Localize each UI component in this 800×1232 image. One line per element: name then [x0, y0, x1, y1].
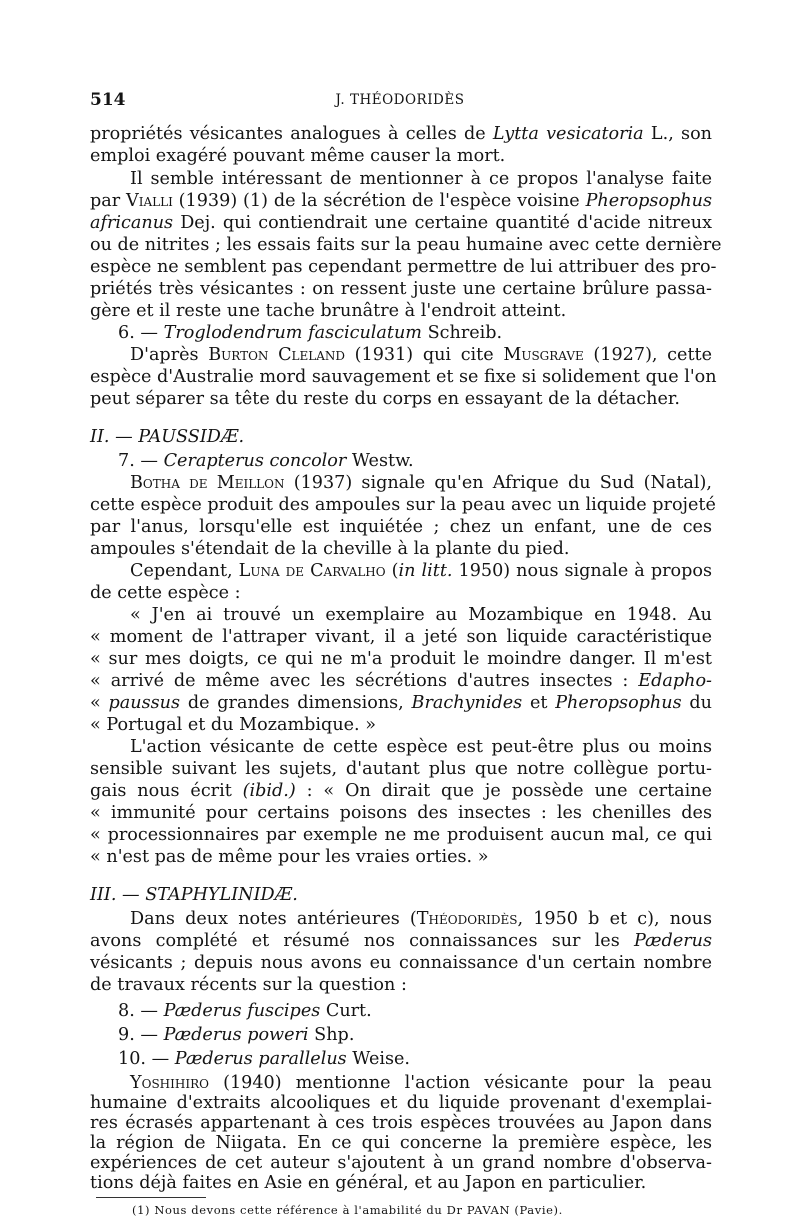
text-line: [90, 930, 712, 952]
text-run: (1940) mentionne l'action vésicante pour la peau: [208, 1073, 712, 1093]
text-line: [90, 145, 712, 167]
text-line: [90, 300, 712, 322]
text-run: 1950) nous signale à propos: [452, 561, 712, 581]
text-run: Schreib.: [421, 323, 503, 343]
author-name: Burton Cleland: [208, 345, 346, 365]
text-line: [90, 256, 717, 278]
text-run: Il semble intéressant de mentionner à ce propos l'analyse faite: [130, 169, 712, 189]
italic-term: Pheropsophus: [555, 693, 682, 713]
text-run: « J'en ai trouvé un exemplaire au Mozambique en 1948. Au: [130, 605, 712, 625]
text-run: 9. —: [118, 1025, 164, 1045]
italic-term: Cerapterus concolor: [163, 451, 347, 471]
text-line: [90, 714, 712, 736]
text-line: [130, 344, 712, 366]
italic-term: III. — STAPHYLINIDÆ.: [90, 885, 298, 905]
text-line: [90, 1172, 712, 1194]
text-line: [90, 780, 712, 802]
text-line: [130, 604, 712, 626]
text-run: Weise.: [346, 1049, 411, 1069]
text-line: [90, 582, 712, 604]
text-line: [90, 366, 717, 388]
footnote: (1) Nous devons cette référence à l'amabilité du Dr PAVAN (Pavie).: [132, 1203, 563, 1217]
author-name: Yoshihiro: [130, 1073, 209, 1093]
text-line: [90, 388, 712, 410]
text-run: : « On dirait que je possède une certaine: [295, 781, 712, 801]
italic-term: in litt.: [398, 561, 453, 581]
text-run: «: [90, 693, 109, 713]
text-run: res écrasés appartenant à ces trois espèces trouvées au Japon dans: [90, 1113, 712, 1133]
italic-term: Edapho-: [638, 671, 712, 691]
text-run: Cependant,: [130, 561, 239, 581]
text-run: Curt.: [320, 1001, 372, 1021]
italic-term: Pæderus: [633, 931, 712, 951]
text-line: [130, 1072, 712, 1094]
text-line: [90, 974, 712, 996]
text-run: 8. —: [118, 1001, 164, 1021]
italic-term: Brachynides: [411, 693, 523, 713]
text-line: [118, 1000, 712, 1022]
text-run: avons complété et résumé nos connaissances sur les: [90, 931, 634, 951]
text-run: priétés très vésicantes : on ressent juste une certaine brûlure passa-: [90, 279, 712, 299]
text-run: vésicants ; depuis nous avons eu connaissance d'un certain nombre: [90, 953, 712, 973]
text-line: [90, 648, 712, 670]
text-line: [90, 516, 712, 538]
text-run: sensible suivant les sujets, d'autant plus que notre collègue portu-: [90, 759, 712, 779]
text-run: Dans deux notes antérieures (: [130, 909, 417, 929]
text-line: [90, 426, 712, 448]
text-run: la région de Niigata. En ce qui concerne la première espèce, les: [90, 1133, 712, 1153]
author-name: Vialli: [126, 191, 173, 211]
text-run: espèce d'Australie mord sauvagement et se fixe si solidement que l'on: [90, 367, 717, 387]
text-line: [90, 494, 716, 516]
text-line: [130, 736, 712, 758]
italic-term: Lytta vesicatoria: [492, 124, 644, 144]
text-run: et: [522, 693, 556, 713]
text-run: 10. —: [118, 1049, 175, 1069]
text-line: [90, 212, 712, 234]
text-run: Dej. qui contiendrait une certaine quantité d'acide nitreux: [173, 213, 712, 233]
text-line: [90, 123, 712, 145]
text-line: [90, 952, 712, 974]
author-name: Botha de Meillon: [130, 473, 285, 493]
text-line: [118, 322, 712, 344]
text-run: « processionnaires par exemple ne me produisent aucun mal, ce qui: [90, 825, 712, 845]
italic-term: (ibid.): [242, 781, 296, 801]
text-run: (1931) qui cite: [345, 345, 504, 365]
author-name: Luna de Carvalho: [238, 561, 386, 581]
text-line: [90, 1132, 712, 1154]
text-run: Westw.: [346, 451, 414, 471]
text-line: [90, 802, 712, 824]
text-line: [130, 168, 712, 190]
text-run: L'action vésicante de cette espèce est peut-être plus ou moins: [130, 737, 712, 757]
text-line: [118, 1024, 712, 1046]
text-run: (1939) (1) de la sécrétion de l'espèce voisine: [172, 191, 586, 211]
footnote-rule: [96, 1197, 206, 1198]
text-run: gais nous écrit: [90, 781, 243, 801]
running-title: J. THÉODORIDÈS: [335, 92, 465, 108]
text-run: de travaux récents sur la question :: [90, 975, 407, 995]
text-line: [90, 1112, 712, 1134]
text-run: peut séparer sa tête du reste du corps en essayant de la détacher.: [90, 389, 680, 409]
text-line: [90, 538, 712, 560]
text-run: espèce ne semblent pas cependant permettre de lui attribuer des pro-: [90, 257, 717, 277]
text-run: expériences de cet auteur s'ajoutent à un grand nombre d'observa-: [90, 1153, 712, 1173]
author-name: Théodoridès: [416, 909, 518, 929]
text-line: [118, 450, 712, 472]
text-run: L., son: [643, 124, 713, 144]
text-run: 6. —: [118, 323, 164, 343]
text-line: [90, 190, 712, 212]
italic-term: Pæderus poweri: [163, 1025, 309, 1045]
text-run: (: [385, 561, 399, 581]
text-line: [90, 692, 712, 714]
text-run: humaine d'extraits alcooliques et du liquide provenant d'exemplai-: [90, 1093, 712, 1113]
text-run: de grandes dimensions,: [180, 693, 412, 713]
text-run: tions déjà faites en Asie en général, et au Japon en particulier.: [90, 1173, 647, 1193]
text-run: , 1950 b et c), nous: [517, 909, 712, 929]
text-run: propriétés vésicantes analogues à celles de: [90, 124, 493, 144]
text-line: [90, 884, 712, 906]
text-run: par l'anus, lorsqu'elle est inquiétée ; chez un enfant, une de ces: [90, 517, 712, 537]
text-line: [90, 846, 712, 868]
text-run: 7. —: [118, 451, 164, 471]
text-run: « n'est pas de même pour les vraies orties. »: [90, 847, 489, 867]
text-line: [90, 626, 712, 648]
text-line: [90, 670, 712, 692]
text-run: cette espèce produit des ampoules sur la peau avec un liquide projeté: [90, 495, 716, 515]
text-run: « immunité pour certains poisons des insectes : les chenilles des: [90, 803, 712, 823]
text-line: [90, 1092, 712, 1114]
text-line: [130, 472, 712, 494]
text-run: « moment de l'attraper vivant, il a jeté son liquide caractéristique: [90, 627, 712, 647]
italic-term: Troglodendrum fasciculatum: [163, 323, 422, 343]
text-run: par: [90, 191, 127, 211]
text-run: du: [681, 693, 712, 713]
text-run: (1927), cette: [583, 345, 712, 365]
text-run: Shp.: [308, 1025, 355, 1045]
page-number: 514: [90, 90, 126, 110]
text-line: [90, 278, 712, 300]
text-run: emploi exagéré pouvant même causer la mort.: [90, 146, 506, 166]
text-line: [90, 234, 722, 256]
text-run: « sur mes doigts, ce qui ne m'a produit le moindre danger. Il m'est: [90, 649, 712, 669]
italic-term: paussus: [108, 693, 181, 713]
text-run: ampoules s'étendait de la cheville à la plante du pied.: [90, 539, 570, 559]
text-run: de cette espèce :: [90, 583, 241, 603]
italic-term: africanus: [90, 213, 174, 233]
text-run: (1937) signale qu'en Afrique du Sud (Natal),: [284, 473, 712, 493]
text-run: « Portugal et du Mozambique. »: [90, 715, 377, 735]
text-line: [90, 758, 712, 780]
text-line: [130, 560, 712, 582]
text-line: [90, 1152, 712, 1174]
italic-term: Pæderus fuscipes: [163, 1001, 321, 1021]
text-run: gère et il reste une tache brunâtre à l'endroit atteint.: [90, 301, 567, 321]
text-run: « arrivé de même avec les sécrétions d'autres insectes :: [90, 671, 639, 691]
text-line: [118, 1048, 712, 1070]
text-line: [130, 908, 712, 930]
author-name: Musgrave: [503, 345, 584, 365]
text-line: [90, 824, 712, 846]
italic-term: Pheropsophus: [585, 191, 712, 211]
text-run: D'après: [130, 345, 209, 365]
italic-term: II. — PAUSSIDÆ.: [90, 427, 245, 447]
text-run: ou de nitrites ; les essais faits sur la peau humaine avec cette dernière: [90, 235, 722, 255]
italic-term: Pæderus parallelus: [174, 1049, 347, 1069]
